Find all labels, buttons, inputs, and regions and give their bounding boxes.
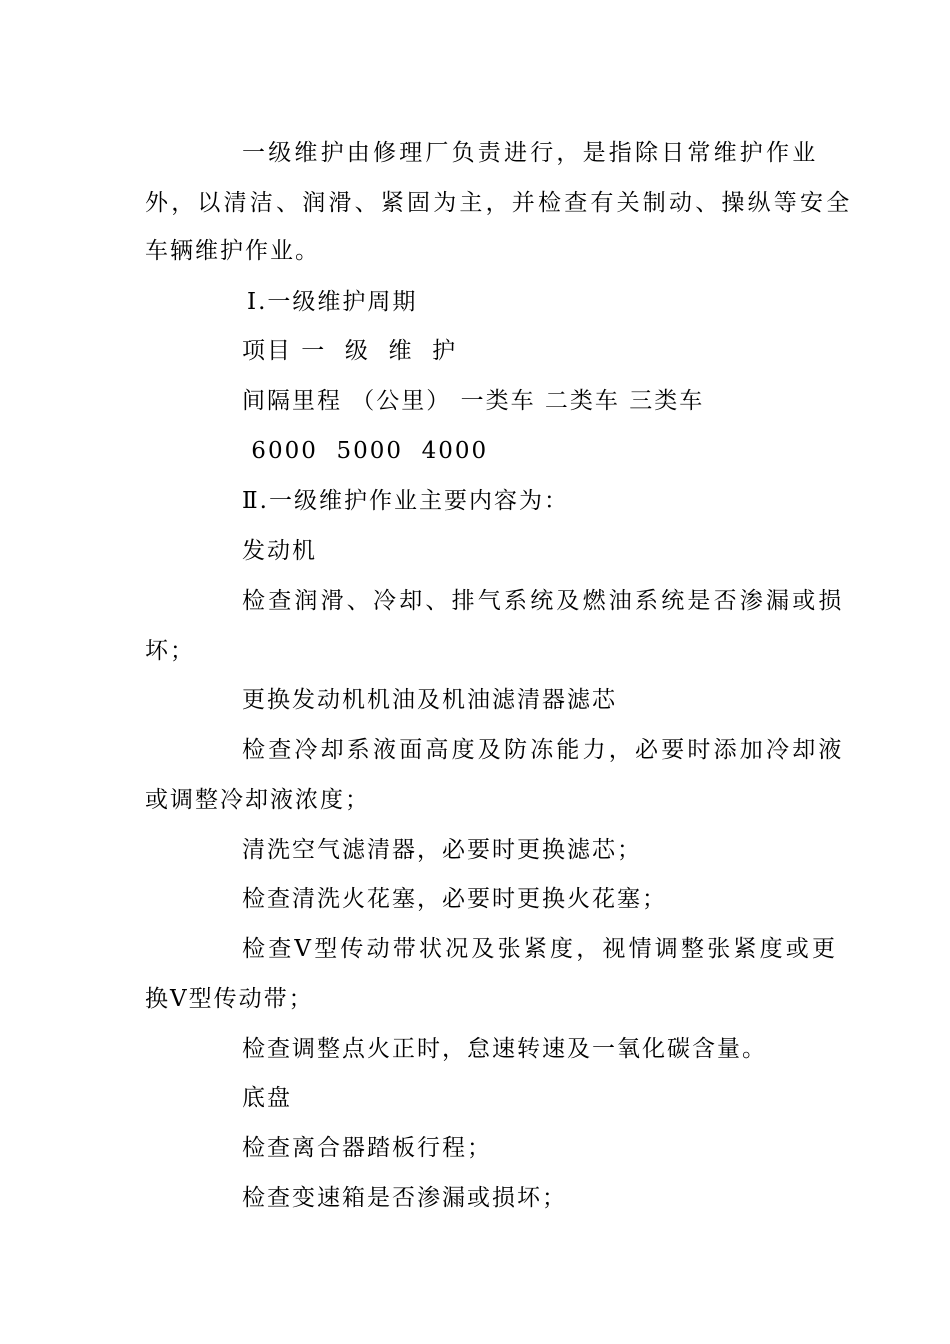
chassis-title: 底盘 bbox=[242, 1085, 292, 1111]
engine-item-4: 清洗空气滤清器，必要时更换滤芯； bbox=[242, 837, 642, 863]
engine-item-6-line-2: 换Ⅴ型传动带； bbox=[145, 986, 314, 1012]
engine-item-6-line-1: 检查Ⅴ型传动带状况及张紧度，视情调整张紧度或更 bbox=[242, 936, 839, 962]
chassis-item-1: 检查离合器踏板行程； bbox=[242, 1135, 492, 1161]
interval-table-row-1: 项目 一 级 维 护 bbox=[242, 338, 458, 364]
intro-line-1: 一级维护由修理厂负责进行，是指除日常维护作业 bbox=[242, 140, 819, 166]
engine-item-1-line-2: 坏； bbox=[145, 638, 195, 664]
engine-item-5: 检查清洗火花塞，必要时更换火花塞； bbox=[242, 886, 667, 912]
section2-heading: Ⅱ.一级维护作业主要内容为： bbox=[242, 488, 569, 514]
engine-title: 发动机 bbox=[242, 538, 317, 564]
section1-heading: Ⅰ.一级维护周期 bbox=[247, 289, 418, 315]
engine-item-1-line-1: 检查润滑、冷却、排气系统及燃油系统是否渗漏或损 bbox=[242, 588, 845, 614]
engine-item-7: 检查调整点火正时，怠速转速及一氧化碳含量。 bbox=[242, 1036, 767, 1062]
intro-line-3: 车辆维护作业。 bbox=[145, 238, 320, 264]
engine-item-3-line-1: 检查冷却系液面高度及防冻能力，必要时添加冷却液 bbox=[242, 737, 845, 763]
chassis-item-2: 检查变速箱是否渗漏或损坏； bbox=[242, 1185, 567, 1211]
engine-item-2: 更换发动机机油及机油滤清器滤芯 bbox=[242, 687, 617, 713]
interval-table-row-2: 间隔里程 （公里） 一类车 二类车 三类车 bbox=[242, 388, 705, 414]
engine-item-3-line-2: 或调整冷却液浓度； bbox=[145, 787, 370, 813]
interval-table-row-3: 6000 5000 4000 bbox=[242, 438, 489, 464]
intro-line-2: 外，以清洁、润滑、紧固为主，并检查有关制动、操纵等安全 bbox=[145, 190, 853, 216]
